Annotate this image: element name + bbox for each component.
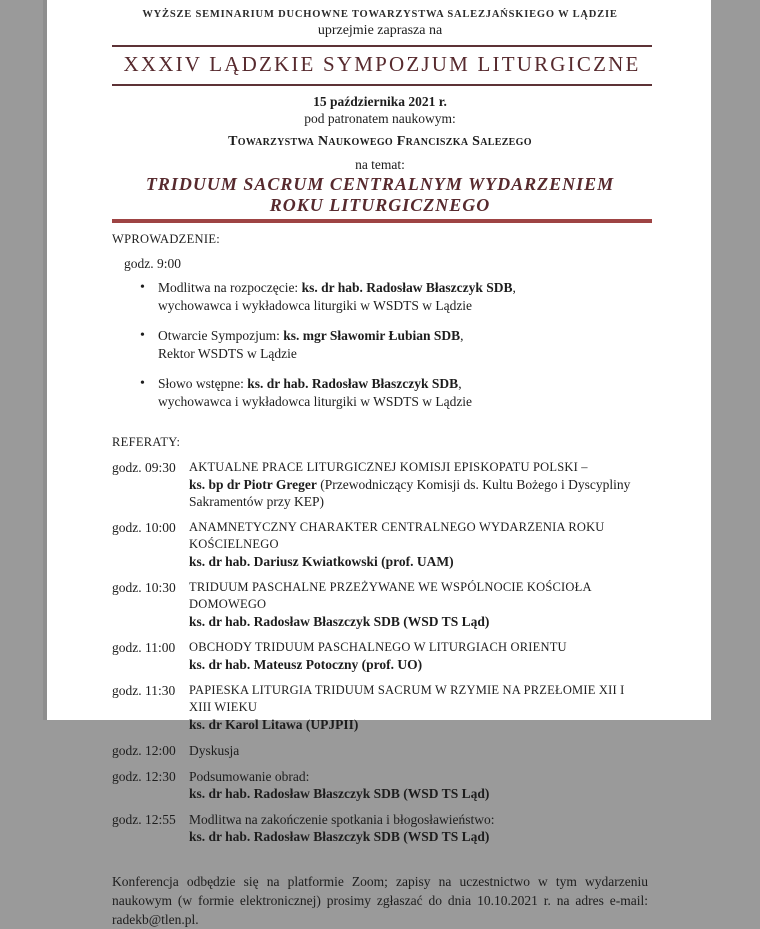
- speaker-name: ks. dr hab. Radosław Błaszczyk SDB (WSD TS Ląd): [189, 614, 490, 629]
- speaker-name: ks. dr hab. Radosław Błaszczyk SDB (WSD TS Ląd): [189, 786, 490, 801]
- intro-item-tail: ,: [460, 328, 464, 343]
- schedule-row: [112, 768, 648, 802]
- section-divider-rule: [112, 219, 652, 223]
- bullet-icon: •: [140, 280, 145, 295]
- intro-item-speaker: ks. dr hab. Radosław Błaszczyk SDB: [247, 376, 459, 391]
- schedule-time: godz. 10:30: [112, 580, 176, 595]
- intro-item-lead: Modlitwa na rozpoczęcie:: [158, 280, 302, 295]
- schedule-row: [112, 579, 648, 630]
- lecture-title: OBCHODY TRIDUUM PASCHALNEGO W LITURGIACH ORIENTU: [189, 640, 567, 654]
- schedule-time: godz. 12:30: [112, 769, 176, 784]
- topic-line-2: ROKU LITURGICZNEGO: [269, 195, 491, 215]
- lectures-heading: REFERATY:: [112, 435, 181, 449]
- lecture-speaker: [189, 476, 648, 510]
- symposium-title: XXXIV LĄDZKIE SYMPOZJUM LITURGICZNE: [123, 52, 641, 76]
- intro-item-tail: ,: [458, 376, 462, 391]
- schedule-time: godz. 12:00: [112, 743, 176, 758]
- lecture-speaker: [189, 553, 648, 570]
- schedule-row: [112, 459, 648, 510]
- speaker-name: ks. dr hab. Radosław Błaszczyk SDB (WSD TS Ląd): [189, 829, 490, 844]
- intro-item-role: wychowawca i wykładowca liturgiki w WSDTS w Lądzie: [158, 297, 473, 313]
- intro-item: [140, 375, 648, 410]
- intro-item-tail: ,: [512, 280, 516, 295]
- event-date: 15 października 2021 r.: [313, 94, 447, 109]
- lecture-speaker: [189, 716, 648, 733]
- speaker-note: (Przewodniczący Komisji ds. Kultu Bożego i Dyscypliny Sakramentów przy KEP): [189, 477, 631, 509]
- schedule-row: [112, 519, 648, 570]
- intro-item-speaker: ks. dr hab. Radosław Błaszczyk SDB: [301, 280, 513, 295]
- schedule-time: godz. 09:30: [112, 460, 176, 475]
- speaker-name: ks. dr hab. Mateusz Potoczny (prof. UO): [189, 657, 423, 672]
- schedule-time: godz. 12:55: [112, 812, 176, 827]
- organizer-line: WYŻSZE SEMINARIUM DUCHOWNE TOWARZYSTWA SALEZJAŃSKIEGO W LĄDZIE: [142, 9, 618, 20]
- topic-intro: na temat:: [355, 157, 405, 172]
- lecture-speaker: [189, 785, 648, 802]
- document-page: [47, 0, 711, 927]
- introduction-heading: WPROWADZENIE:: [112, 232, 221, 246]
- speaker-name: ks. bp dr Piotr Greger: [189, 477, 317, 492]
- intro-item-role: wychowawca i wykładowca liturgiki w WSDTS w Lądzie: [158, 393, 473, 409]
- schedule-time: godz. 11:30: [112, 683, 176, 698]
- intro-item-lead: Słowo wstępne:: [158, 376, 248, 391]
- lecture-title: ANAMNETYCZNY CHARAKTER CENTRALNEGO WYDARZENIA ROKU KOŚCIELNEGO: [189, 520, 605, 551]
- schedule-row: [112, 742, 648, 759]
- intro-item: [140, 279, 648, 314]
- schedule-row: [112, 682, 648, 733]
- intro-item-speaker: ks. mgr Sławomir Łubian SDB: [283, 328, 461, 343]
- registration-note: Konferencja odbędzie się na platformie Zoom; zapisy na uczestnictwo w tym wydarzeniu naukowym (w formie elektronicznej) prosimy zgłaszać do dnia 10.10.2021 r. na adres e-mail: radekb@tlen.pl.: [112, 874, 648, 927]
- intro-item-role: Rektor WSDTS w Lądzie: [158, 345, 297, 361]
- lecture-title: TRIDUUM PASCHALNE PRZEŻYWANE WE WSPÓLNOCIE KOŚCIOŁA DOMOWEGO: [189, 580, 591, 611]
- lecture-speaker: [189, 613, 648, 630]
- bullet-icon: •: [140, 376, 145, 391]
- invitation-line: uprzejmie zaprasza na: [317, 23, 443, 38]
- patron-name: Towarzystwa Naukowego Franciszka Salezego: [228, 134, 532, 149]
- symposium-title-box: [112, 45, 652, 86]
- intro-item-lead: Otwarcie Sympozjum:: [158, 328, 284, 343]
- lecture-speaker: [189, 828, 648, 845]
- lecture-title: Dyskusja: [189, 743, 240, 758]
- schedule-row: [112, 639, 648, 673]
- lecture-title: Modlitwa na zakończenie spotkania i błogosławieństwo:: [189, 812, 495, 827]
- lecture-title: Podsumowanie obrad:: [189, 769, 310, 784]
- topic-line-1: TRIDUUM SACRUM CENTRALNYM WYDARZENIEM: [145, 174, 615, 194]
- speaker-name: ks. dr Karol Litawa (UPJPII): [189, 717, 359, 732]
- schedule-time: godz. 10:00: [112, 520, 176, 535]
- lecture-title: PAPIESKA LITURGIA TRIDUUM SACRUM W RZYMIE NA PRZEŁOMIE XII I XIII WIEKU: [189, 683, 625, 714]
- introduction-list: [140, 279, 648, 410]
- introduction-time: godz. 9:00: [124, 256, 181, 271]
- schedule-row: [112, 811, 648, 845]
- lecture-title: AKTUALNE PRACE LITURGICZNEJ KOMISJI EPISKOPATU POLSKI –: [189, 460, 588, 474]
- lecture-speaker: [189, 656, 648, 673]
- bullet-icon: •: [140, 328, 145, 343]
- speaker-name: ks. dr hab. Dariusz Kwiatkowski (prof. UAM): [189, 554, 454, 569]
- topic-title: [112, 174, 648, 216]
- patronage-intro: pod patronatem naukowym:: [304, 111, 456, 126]
- intro-item: [140, 327, 648, 362]
- schedule-time: godz. 11:00: [112, 640, 176, 655]
